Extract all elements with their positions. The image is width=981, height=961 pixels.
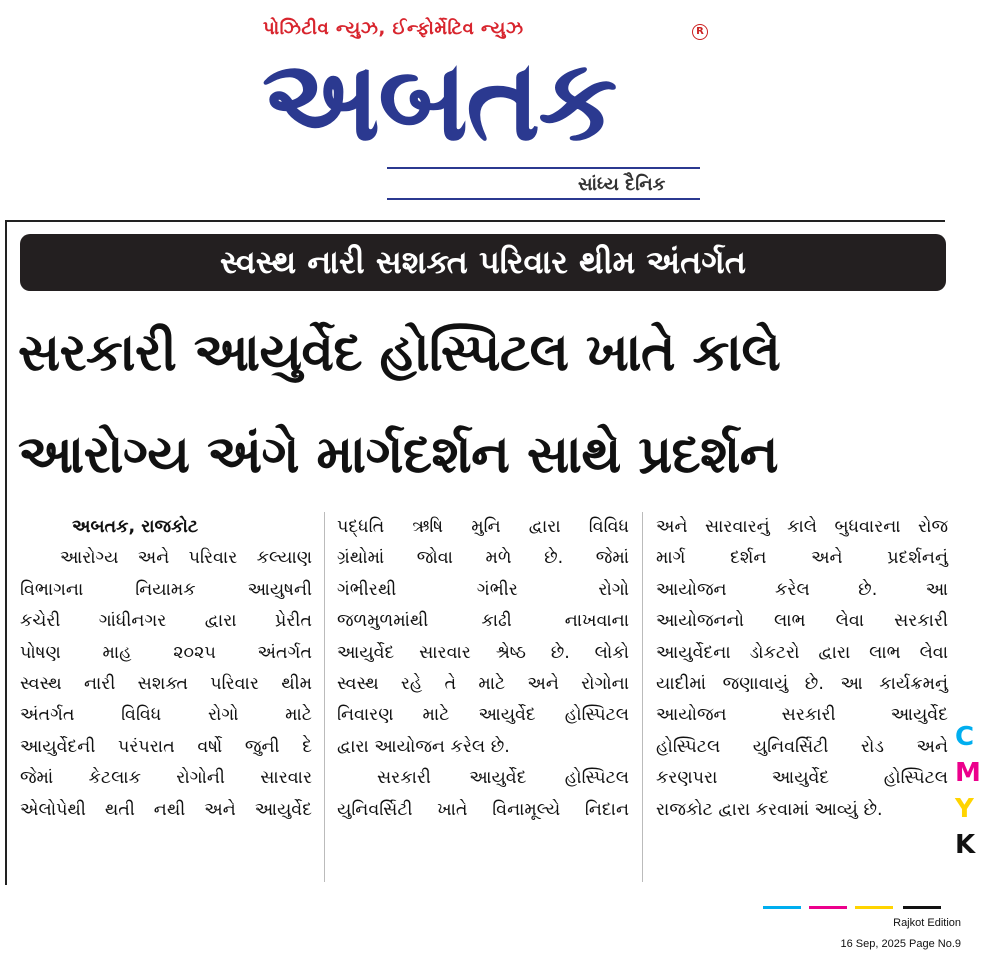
- article-column-2: [337, 512, 629, 826]
- body-line: યુનિવર્સિટી ખાતે વિનામૂલ્યે નિદાન: [337, 799, 629, 820]
- article-kicker: સ્વસ્થ નારી સશક્ત પરિવાર થીમ અંતર્ગત: [20, 234, 946, 291]
- color-registration-bars: [763, 906, 943, 909]
- magenta-bar: [809, 906, 847, 909]
- body-line: આયુર્વેદની પરંપરાત વર્ષો જુની દે: [20, 736, 312, 757]
- registered-mark-icon: R: [692, 24, 708, 40]
- body-line: સરકારી આયુર્વેદ હોસ્પિટલ: [377, 768, 629, 789]
- masthead-subtitle: સાંધ્ય દૈનિક: [578, 174, 666, 195]
- body-line: અને સારવારનું કાલે બુધવારના રોજ: [656, 517, 948, 537]
- print-mark-yellow: Y: [955, 794, 974, 824]
- headline-line-2: આરોગ્ય અંગે માર્ગદર્શન સાથે પ્રદર્શન: [18, 425, 778, 485]
- print-mark-cyan: C: [955, 722, 975, 752]
- headline-line-1: સરકારી આયુર્વેદ હોસ્પિટલ ખાતે કાલે: [18, 323, 781, 383]
- body-line: આયુર્વેદના ડોકટરો દ્વારા લાભ લેવા: [656, 642, 948, 663]
- column-divider: [642, 512, 643, 882]
- body-line: આયુર્વેદ સારવાર શ્રેષ્ઠ છે. લોકો: [337, 642, 629, 663]
- body-line: જળમુળમાંથી કાઢી નાખવાના: [337, 611, 629, 632]
- logo-divider: [387, 167, 700, 169]
- body-line: સ્વસ્થ નારી સશક્ત પરિવાર થીમ: [20, 674, 312, 695]
- body-line: માર્ગ દર્શન અને પ્રદર્શનનું: [656, 548, 948, 569]
- body-line: કચેરી ગાંધીનગર દ્વારા પ્રેરીત: [20, 611, 312, 632]
- body-line: સ્વસ્થ રહે તે માટે અને રોગોના: [337, 674, 629, 695]
- body-line: આયોજન કરેલ છે. આ: [656, 579, 948, 600]
- body-line: એલોપેથી થતી નથી અને આયુર્વેદ: [20, 799, 312, 820]
- masthead: [0, 0, 971, 210]
- article-column-1: [20, 512, 312, 826]
- print-mark-magenta: M: [955, 758, 981, 788]
- yellow-bar: [855, 906, 893, 909]
- body-line: જેમાં કેટલાક રોગોની સારવાર: [20, 768, 312, 789]
- article-top-rule: [5, 220, 945, 222]
- page-info: 16 Sep, 2025 Page No.9: [840, 938, 961, 950]
- body-line: આયોજન સરકારી આયુર્વેદ: [656, 705, 948, 726]
- body-line: આરોગ્ય અને પરિવાર કલ્યાણ: [60, 548, 312, 569]
- article-left-rule: [5, 220, 7, 885]
- body-line: પદ્ધતિ ઋષિ મુનિ દ્વારા વિવિધ: [337, 517, 629, 537]
- body-line: અંતર્ગત વિવિધ રોગો માટે: [20, 705, 312, 726]
- body-line: દ્વારા આયોજન કરેલ છે.: [337, 736, 510, 757]
- body-line: ગંભીરથી ગંભીર રોગો: [337, 579, 629, 600]
- body-line: પોષણ માહ ૨૦૨૫ અંતર્ગત: [20, 642, 312, 663]
- edition-label: Rajkot Edition: [893, 917, 961, 929]
- cyan-bar: [763, 906, 801, 909]
- body-line: રાજકોટ દ્વારા કરવામાં આવ્યું છે.: [656, 799, 883, 820]
- print-mark-black: K: [955, 830, 976, 860]
- body-line: નિવારણ માટે આયુર્વેદ હોસ્પિટલ: [337, 705, 629, 726]
- body-line: આયોજનનો લાભ લેવા સરકારી: [656, 611, 948, 632]
- body-line: યાદીમાં જણાવાયું છે. આ કાર્યક્રમનું: [656, 674, 948, 695]
- body-line: કરણપરા આયુર્વેદ હોસ્પિટલ: [656, 768, 948, 789]
- newspaper-logo: અબતક: [262, 36, 616, 166]
- body-line: વિભાગના નિયામક આયુષની: [20, 579, 312, 600]
- body-line: ગ્રંથોમાં જોવા મળે છે. જેમાં: [337, 548, 629, 569]
- body-line: હોસ્પિટલ યુનિવર્સિટી રોડ અને: [656, 736, 948, 757]
- column-divider: [324, 512, 325, 882]
- logo-divider-bottom: [387, 198, 700, 200]
- black-bar: [903, 906, 941, 909]
- dateline: અબતક, રાજકોટ: [72, 517, 199, 537]
- masthead-tagline: પોઝિટીવ ન્યુઝ, ઈન્ફોર્મેટિવ ન્યુઝ: [263, 18, 524, 39]
- article-column-3: [656, 512, 948, 826]
